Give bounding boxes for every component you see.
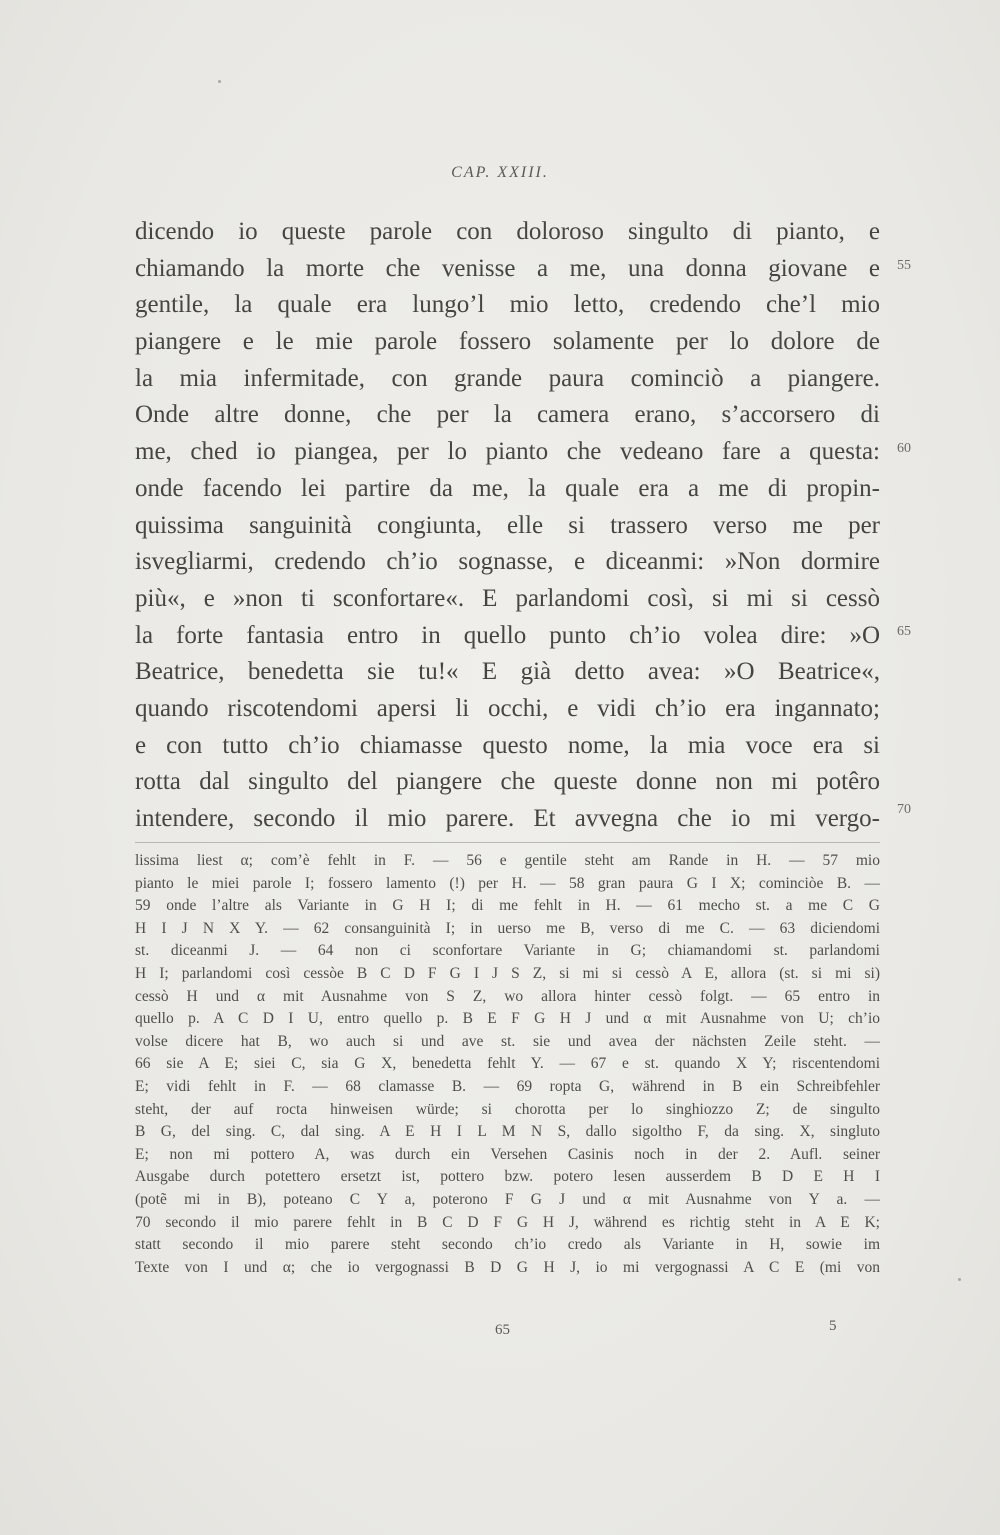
line-number: 70 [897, 802, 911, 817]
text-line: piangere e le mie parole fossero solamente per lo dolore de [135, 328, 880, 356]
note-line: H I J N X Y. — 62 consanguinità I; in uerso me B, verso di me C. — 63 diciendomi [135, 919, 880, 937]
note-line: 59 onde l’altre als Variante in G H I; di me fehlt in H. — 61 mecho st. a me C G [135, 897, 880, 915]
text-line: la mia infermitade, con grande paura cominciò a piangere. [135, 364, 880, 392]
text-line: chiamando la morte che venisse a me, una donna giovane e [135, 254, 880, 282]
text-line: me, ched io piangea, per lo pianto che vedeano fare a questa: [135, 438, 880, 466]
line-number: 55 [897, 258, 911, 273]
line-number: 65 [897, 624, 911, 639]
running-head: CAP. XXIII. [451, 164, 549, 181]
note-line: (potẽ mi in B), poteano C Y a, poterono F G J und α mit Ausnahme von Y a. — [135, 1190, 880, 1208]
note-line: E; non mi pottero A, was durch ein Versehen Casinis noch in der 2. Aufl. seiner [135, 1145, 880, 1163]
note-line: H I; parlandomi così cessòe B C D F G I J S Z, si mi si cessò A E, allora (st. si mi si) [135, 964, 880, 982]
text-line: gentile, la quale era lungo’l mio letto, credendo che’l mio [135, 291, 880, 319]
text-line: dicendo io queste parole con doloroso singulto di pianto, e [135, 218, 880, 245]
note-line: lissima liest α; com’è fehlt in F. — 56 e gentile steht am Rande in H. — 57 mio [135, 852, 880, 869]
note-line: pianto le miei parole I; fossero lamento (!) per H. — 58 gran paura G I X; cominciòe B. — [135, 874, 880, 892]
note-line: 66 sie A E; siei C, sia G X, benedetta fehlt Y. — 67 e st. quando X Y; riscentendomi [135, 1055, 880, 1073]
note-line: steht, der auf rocta hinweisen würde; si chorotta per lo singhiozzo Z; de singulto [135, 1100, 880, 1118]
critical-apparatus [135, 850, 880, 1279]
text-line: quissima sanguinità congiunta, elle si trassero verso me per [135, 511, 880, 539]
text-line: Beatrice, benedetta sie tu!« E già detto avea: »O Beatrice«, [135, 658, 880, 686]
footnote-rule [135, 842, 880, 843]
note-line: 70 secondo il mio parere fehlt in B C D F G H J, während es richtig steht in A E K; [135, 1213, 880, 1231]
note-line: E; vidi fehlt in F. — 68 clamasse B. — 69 ropta G, während in B ein Schreibfehler [135, 1077, 880, 1095]
note-line: B G, del sing. C, dal sing. A E H I L M N S, dallo sigoltho F, da sing. X, singluto [135, 1123, 880, 1141]
text-line: e con tutto ch’io chiamasse questo nome, la mia voce era si [135, 731, 880, 759]
folio-number-right: 5 [829, 1318, 837, 1334]
note-line: statt secondo il mio parere steht secondo ch’io credo als Variante in H, sowie im [135, 1236, 880, 1254]
text-line: rotta dal singulto del piangere che queste donne non mi potêro [135, 768, 880, 796]
note-line: quello p. A C D I U, entro quello p. B E F G H J und α mit Ausnahme von U; ch’io [135, 1010, 880, 1028]
folio-number-left: 65 [495, 1322, 510, 1338]
note-line: cessò H und α mit Ausnahme von S Z, wo allora hinter cessò folgt. — 65 entro in [135, 987, 880, 1005]
paper-speck [218, 80, 221, 83]
text-line: più«, e »non ti sconfortare«. E parlandomi così, si mi si cessò [135, 584, 880, 612]
line-number: 60 [897, 441, 911, 456]
note-line: Texte von I und α; che io vergognassi B D G H J, io mi vergognassi A C E (mi von [135, 1258, 880, 1276]
text-line: Onde altre donne, che per la camera erano, s’accorsero di [135, 401, 880, 429]
note-line: volse dicere hat B, wo auch si und ave st. sie und avea der nächsten Zeile steht. — [135, 1032, 880, 1050]
paper-speck [958, 1278, 961, 1281]
text-line: onde facendo lei partire da me, la quale era a me di propin- [135, 474, 880, 502]
text-line: la forte fantasia entro in quello punto ch’io volea dire: »O [135, 621, 880, 649]
note-line: Ausgabe durch potettero ersetzt ist, pottero bzw. potero lesen ausserdem B D E H I [135, 1168, 880, 1186]
text-line: quando riscotendomi apersi li occhi, e vidi ch’io era ingannato; [135, 694, 880, 722]
note-line: st. diceanmi J. — 64 non ci sconfortare Variante in G; chiamandomi st. parlandomi [135, 942, 880, 960]
text-line: intendere, secondo il mio parere. Et avvegna che io mi vergo- [135, 805, 880, 832]
text-line: isvegliarmi, credendo ch’io sognasse, e diceanmi: »Non dormire [135, 548, 880, 576]
main-text-block [135, 214, 880, 838]
